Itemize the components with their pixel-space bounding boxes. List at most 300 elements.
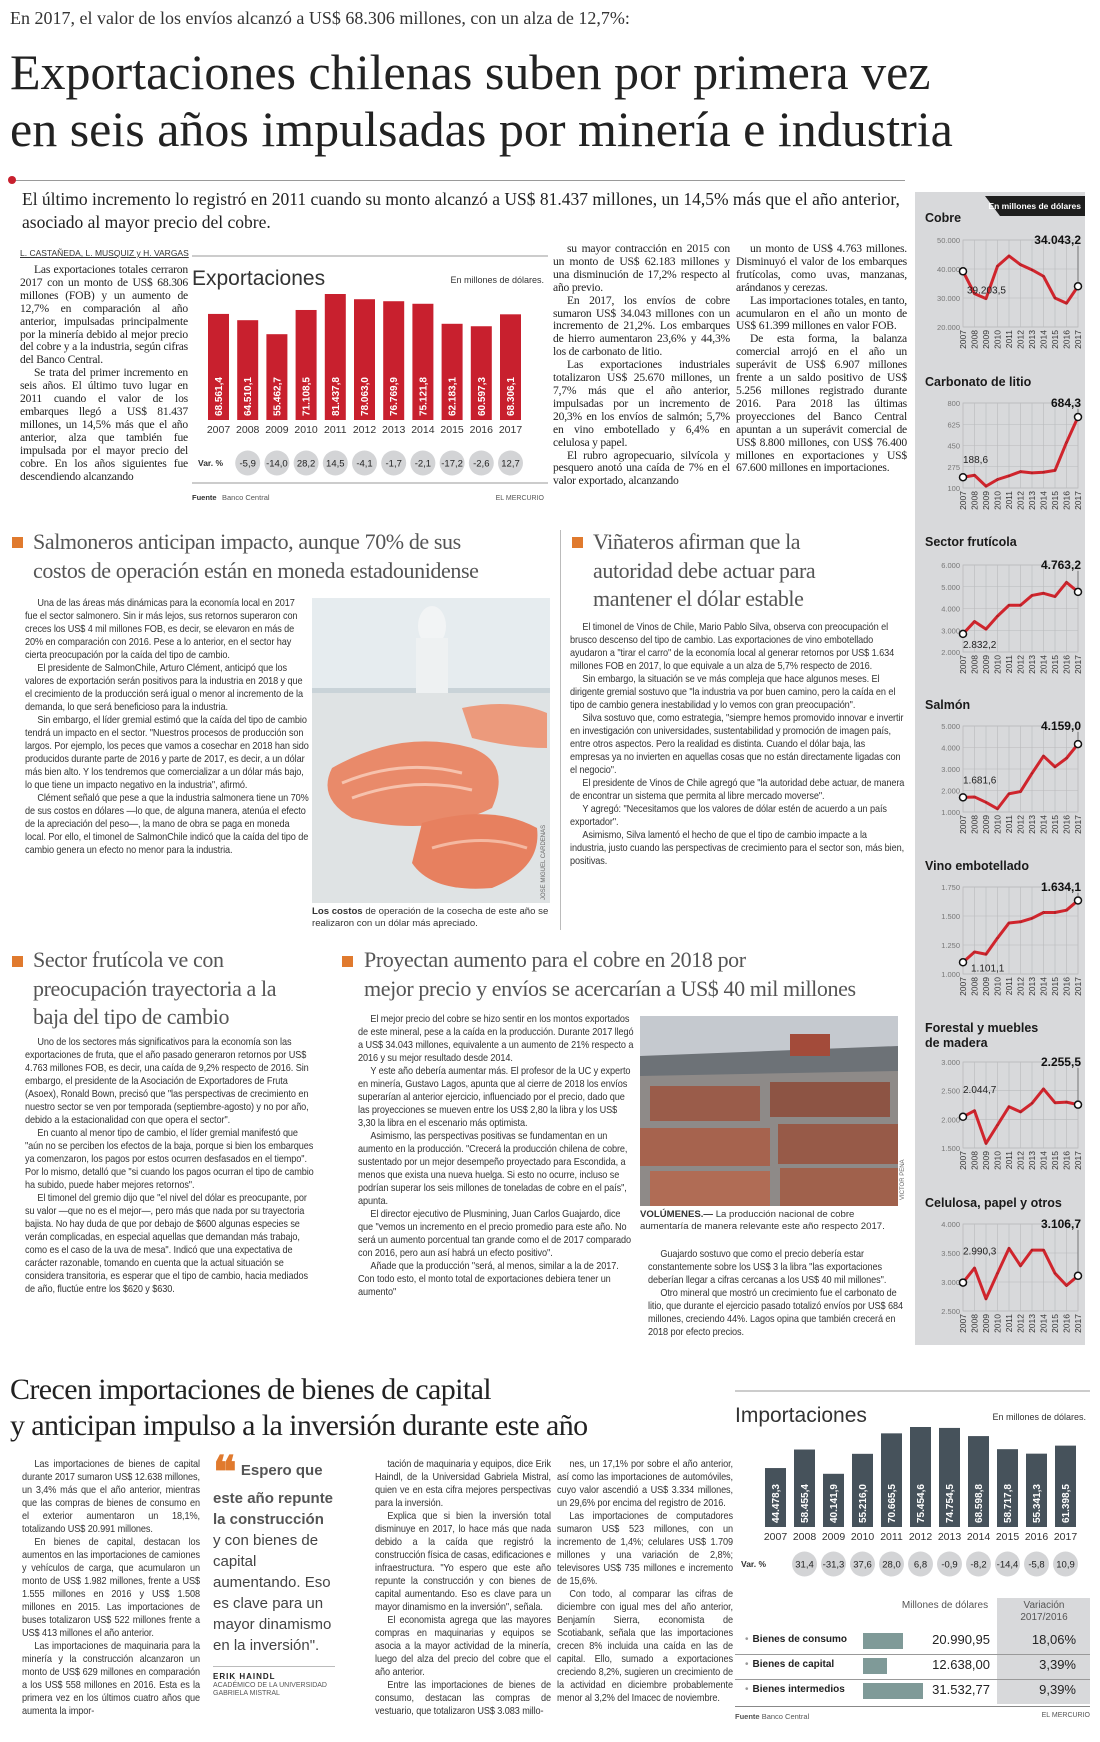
paragraph: El economista agrega que las mayores compras en maquinarias y equipos se asocia a la mayor actividad de la minería, luego del alza del precio del cobre que el año anterior.: [375, 1615, 551, 1678]
section-bullet-icon: [572, 537, 583, 548]
x-tick-label: 2007: [958, 655, 968, 674]
chart-title: Sector frutícola: [925, 535, 1017, 549]
var-value: 14,5: [326, 458, 345, 470]
copper-photo: [640, 1016, 898, 1206]
x-tick-label: 2014: [1038, 330, 1049, 349]
x-tick-label: 2008: [969, 977, 980, 996]
last-value-label: 4.763,2: [1040, 558, 1081, 572]
x-tick-label: 2009: [981, 815, 991, 834]
x-tick-label: 2017: [1073, 491, 1083, 510]
headline: [10, 44, 953, 158]
x-tick-label: 2007: [958, 330, 968, 349]
chart-title: Carbonato de litio: [925, 375, 1032, 389]
x-tick-label: 2010: [992, 491, 1003, 510]
byline: L. CASTAÑEDA, L. MUSQUIZ y H. VARGAS: [20, 248, 189, 258]
brand-credit: EL MERCURIO: [495, 495, 544, 502]
x-tick-label: 2009: [981, 1314, 991, 1333]
y-tick-label: 1.750: [941, 883, 960, 892]
data-point: [1075, 283, 1082, 290]
row-variation: 9,39%: [1039, 1682, 1076, 1697]
paragraph: Las exportaciones totales cerraron 2017 con un monto de US$ 68.306 millones (FOB) y un aumento de 12,7% en comparación al año anterior, impulsadas principalmente por la minería debido al mejor precio del cobre y a la industria, según cifras del Banco Central.: [20, 263, 188, 367]
x-tick-label: 2008: [969, 1151, 980, 1170]
title-line: Salmoneros anticipan impacto, aunque 70% de sus: [33, 529, 461, 554]
deck: El último incremento lo registró en 2011 cuando su monto alcanzó a US$ 81.437 millones, un 14,5% más que el año anterior, asociado al mayor precio del cobre.: [22, 189, 900, 232]
source-note: [735, 1712, 809, 1721]
var-value: 12,7: [501, 458, 520, 470]
x-tick-label: 2017: [1073, 330, 1083, 349]
chart-title: Importaciones: [735, 1404, 867, 1427]
paragraph: Asimismo, Silva lamentó el hecho de que el tipo de cambio impacte a la industria, justo cuando las perspectivas de crecimiento para el sector son, más bien, positivas.: [570, 830, 905, 867]
quote-role: ACADÉMICO DE LA UNIVERSIDAD GABRIELA MISTRAL: [213, 1681, 327, 1697]
x-tick-label: 2017: [1073, 1314, 1083, 1333]
x-tick-label: 2015: [1050, 1314, 1060, 1333]
photo-credit: VÍCTOR PEÑA: [900, 1159, 906, 1200]
paragraph: Las importaciones totales, en tanto, acumularon en el año un monto de US$ 61.399 millones en valor FOB.: [736, 293, 907, 333]
title-line: mantener el dólar estable: [593, 586, 804, 611]
var-value: 31,4: [795, 1559, 814, 1571]
brand-credit: EL MERCURIO: [1041, 1712, 1090, 1719]
photo-caption: [640, 1209, 902, 1233]
data-point: [960, 1279, 967, 1286]
y-tick-label: 2.000: [941, 786, 960, 796]
x-tick-label: 2010: [992, 1314, 1003, 1333]
paragraph: Se trata del primer incremento en seis años. El último tuvo lugar en 2011 cuando el valor de los embarques llegó a US$ 81.437 millones, un 14,5% más que el año anterior, alza que también fue impulsada por el mayor precio del cobre. En los años siguientes fue descendiendo alcanzando: [20, 366, 188, 483]
title-line: mejor precio y envíos se acercarían a US$ 40 mil millones: [364, 975, 856, 1001]
section-title: [33, 946, 276, 1032]
var-value: 6,8: [913, 1559, 928, 1571]
year-label: 2009: [821, 1531, 846, 1543]
x-tick-label: 2015: [1050, 977, 1060, 996]
x-tick-label: 2007: [958, 815, 968, 834]
y-tick-label: 20.000: [937, 323, 960, 332]
bar-value-label: 71.108,5: [301, 377, 313, 416]
headline-line: en seis años impulsadas por minería e industria: [10, 101, 953, 157]
x-tick-label: 2017: [1073, 815, 1083, 834]
last-value-label: 2.255,5: [1040, 1055, 1081, 1069]
chart-title: de madera: [925, 1036, 988, 1050]
row-label: • Bienes intermedios: [745, 1684, 845, 1695]
var-value: -8,2: [970, 1559, 987, 1571]
y-tick-label: 40.000: [937, 265, 960, 274]
var-value: 10,9: [1056, 1559, 1075, 1571]
source-text: Banco Central: [761, 1712, 810, 1721]
year-label: 2009: [265, 424, 289, 436]
x-tick-label: 2014: [1038, 1151, 1049, 1170]
x-tick-label: 2009: [981, 491, 991, 510]
var-value: 28,2: [296, 458, 316, 470]
x-tick-label: 2014: [1038, 1314, 1049, 1333]
bar-value-label: 76.769,9: [389, 377, 401, 416]
bar-value-label: 70.665,5: [887, 1484, 898, 1523]
salmon-fillets-image: [312, 598, 550, 903]
title-line: Sector frutícola ve con: [33, 947, 224, 972]
paragraph: un monto de US$ 4.763 millones. Disminuyó el valor de los embarques frutícolas, como uvas, manzanas, arándanos y cerezas.: [736, 242, 907, 294]
chart-title: Exportaciones: [192, 267, 326, 290]
y-tick-label: 50.000: [937, 236, 960, 245]
quote-attribution: [213, 1666, 335, 1699]
x-tick-label: 2012: [1015, 1314, 1026, 1333]
x-tick-label: 2009: [981, 330, 991, 349]
caption-lead: VOLÚMENES.—: [640, 1209, 714, 1220]
title-line: baja del tipo de cambio: [33, 1004, 230, 1029]
paragraph: Silva sostuvo que, como estrategia, "siempre hemos promovido innovar e invertir en investigación con universidades, sustentabilidad y promoción de imagen país, entre otros aspectos. Pero la realidad es distinta. Cuando el dólar baja, las empresas ya no invierten en aquellas cosas que no están directamente ligadas con el negocio".: [570, 713, 904, 776]
imports-headline: [10, 1372, 588, 1444]
bar-value-label: 44.478,3: [771, 1484, 782, 1523]
x-tick-label: 2008: [969, 1314, 980, 1333]
divider: [735, 1706, 1090, 1707]
y-tick-label: 1.000: [941, 808, 960, 817]
photo-credit: JOSÉ MIGUEL CARDENAS: [541, 824, 547, 900]
paragraph: Y agregó: "Necesitamos que los valores de dólar estén de acuerdo a un país exportador".: [570, 804, 887, 828]
x-tick-label: 2010: [992, 815, 1003, 834]
column-header: Millones de dólares: [901, 1600, 989, 1611]
paragraph: Las exportaciones industriales totalizaron US$ 25.670 millones, un 7,7% más que el año anterior, impulsadas por un incremento de 20,3% en los envíos de salmón; 5,7% en vino embotellado y 6,4% en celulosa y papel.: [553, 358, 730, 449]
paragraph: Guajardo sostuvo que como el precio debería estar constantemente sobre los US$ 3 la libra "las exportaciones deberían llegar a cifras cercanas a los US$ 40 mil millones".: [648, 1249, 887, 1286]
column-divider: [560, 530, 561, 930]
y-tick-label: 4.000: [941, 604, 960, 614]
x-tick-label: 2009: [981, 977, 991, 996]
y-tick-label: 275: [947, 462, 960, 472]
source-label: Fuente: [192, 493, 217, 502]
y-tick-label: 4.000: [941, 1220, 960, 1229]
bar-value-label: 74.754,5: [945, 1484, 956, 1523]
x-tick-label: 2010: [992, 330, 1003, 349]
data-point: [960, 959, 967, 966]
year-label: 2014: [411, 424, 435, 436]
x-tick-label: 2008: [969, 491, 980, 510]
article-column: [553, 243, 730, 488]
article-column: [736, 243, 907, 475]
y-tick-label: 2.500: [941, 1086, 960, 1096]
data-point: [960, 794, 967, 801]
headline-line: Crecen importaciones de bienes de capital: [10, 1373, 492, 1406]
x-tick-label: 2013: [1027, 655, 1037, 674]
x-tick-label: 2017: [1073, 977, 1083, 996]
bar-value-label: 55.462,7: [272, 377, 284, 416]
paragraph: En 2017, los envíos de cobre sumaron US$ 34.043 millones con un incremento de 21,2%. Los embarques de hierro aumentaron 23,6% y 44,3% los de carbonato de litio.: [553, 293, 730, 359]
paragraph: El rubro agropecuario, silvícola y pesquero anotó una caída de 7% en el valor exportado, alcanzando: [553, 448, 730, 488]
section-title: [364, 946, 856, 1003]
y-tick-label: 2.000: [941, 648, 960, 657]
paragraph: Añade que la producción "será, al menos, similar a la de 2017. Con todo esto, el monto total de exportaciones debiera tener un aumento": [358, 1261, 619, 1298]
year-label: 2007: [763, 1531, 788, 1543]
x-tick-label: 2008: [969, 655, 980, 674]
y-tick-label: 2.500: [941, 1307, 960, 1316]
x-tick-label: 2016: [1061, 491, 1072, 510]
section-title: [33, 528, 479, 585]
year-label: 2012: [352, 424, 377, 436]
x-tick-label: 2011: [1004, 491, 1014, 510]
y-tick-label: 800: [947, 399, 960, 408]
photo-caption: [312, 906, 550, 930]
y-tick-label: 1.500: [941, 1144, 960, 1153]
y-tick-label: 5.000: [941, 722, 960, 731]
paragraph: Las importaciones de bienes de capital durante 2017 sumaron US$ 12.638 millones, un 3,4% más que el año anterior, mientras que las compras de bienes de consumo en el exterior aumentaron un 18,1%, totalizando US$ 20.991 millones.: [22, 1459, 200, 1535]
x-tick-label: 2013: [1027, 815, 1037, 834]
title-line: costos de operación están en moneda estadounidense: [33, 557, 479, 583]
bar-value-label: 68.306,1: [506, 377, 517, 416]
data-point: [1075, 897, 1082, 904]
row-value: 20.990,95: [932, 1632, 990, 1647]
x-tick-label: 2008: [969, 815, 980, 834]
x-tick-label: 2015: [1050, 815, 1060, 834]
chart-title: Cobre: [925, 211, 962, 225]
paragraph: tación de maquinaria y equipos, dice Erik Haindl, de la Universidad Gabriela Mistral, quien ve en esta cifra mejores perspectivas para la inversión.: [375, 1459, 551, 1509]
bar-value-label: 64.510,1: [243, 377, 255, 416]
chart-subtitle: En millones de dólares.: [992, 1412, 1086, 1422]
bar-value-label: 75.121,8: [418, 377, 430, 416]
x-tick-label: 2007: [958, 1151, 968, 1170]
y-tick-label: 3.000: [941, 1058, 960, 1067]
caption-text: de operación de la cosecha de este año se realizaron con un dólar más apreciado.: [312, 906, 549, 929]
quote-author: ERIK HAINDL: [213, 1672, 276, 1681]
var-value: -4,1: [356, 458, 373, 470]
section-bullet-icon: [12, 537, 23, 548]
x-tick-label: 2017: [1073, 655, 1083, 674]
data-point: [960, 474, 967, 481]
x-tick-label: 2016: [1061, 815, 1072, 834]
article-column: [25, 1036, 317, 1296]
column-header: Variación 2017/2016: [1020, 1600, 1068, 1623]
imports-chart: [735, 1390, 1090, 1595]
title-line: Viñateros afirman que la: [593, 529, 801, 554]
first-value-label: 2.832,2: [963, 639, 997, 651]
x-tick-label: 2013: [1027, 1314, 1037, 1333]
bar-value-label: 62.183,1: [447, 377, 459, 416]
year-label: 2015: [440, 424, 464, 436]
x-tick-label: 2016: [1061, 655, 1072, 674]
y-tick-label: 1.500: [941, 912, 960, 921]
var-value: 28,0: [882, 1559, 901, 1571]
bar-value-label: 68.561,4: [214, 377, 225, 416]
x-tick-label: 2014: [1038, 655, 1049, 674]
x-tick-label: 2014: [1038, 491, 1049, 510]
article-column: [25, 597, 309, 857]
bar-value-label: 68.598,8: [974, 1484, 985, 1523]
exports-chart: [192, 255, 550, 507]
x-tick-label: 2016: [1061, 1151, 1072, 1170]
headline-line: Exportaciones chilenas suben por primera vez: [10, 44, 931, 100]
var-value: -17,2: [441, 458, 463, 470]
paragraph: Explica que si bien la inversión total disminuye en 2017, lo hace más que nada debido a la caída que registró la construcción física de casas, edificaciones e infraestructura. "Yo espero que este año repunte la construcción y con bienes de capital aumentando. Eso es clave para un mayor dinamismo en la inversión", señala.: [375, 1511, 551, 1613]
article-column: [570, 621, 905, 868]
data-point: [1075, 1101, 1082, 1108]
x-tick-label: 2007: [958, 1314, 968, 1333]
section-title: [593, 528, 815, 614]
x-tick-label: 2011: [1004, 330, 1014, 349]
y-tick-label: 1.250: [941, 941, 960, 950]
chart-title: Forestal y muebles: [925, 1021, 1039, 1035]
table-row: [735, 1630, 1090, 1655]
var-value: -2,6: [473, 458, 490, 470]
row-variation: 18,06%: [1031, 1632, 1076, 1647]
paragraph: nes, un 17,1% por sobre el año anterior, así como las importaciones de automóviles, cuyo valor ascendió a US$ 3.334 millones, un 29,6% por encima del registro de 2016.: [557, 1459, 733, 1509]
row-variation: 3,39%: [1039, 1657, 1076, 1672]
row-bar: [863, 1658, 887, 1674]
quote-text: y con bienes de capital aumentando. Eso es clave para un mayor dinamismo en la inversión".: [213, 1532, 332, 1654]
year-label: 2015: [995, 1531, 1020, 1543]
paragraph: Una de las áreas más dinámicas para la economía local en 2017 fue el sector salmonero. Sin ir más lejos, sus retornos superaron con creces los US$ 4 mil millones FOB, es decir, se elevaron en más de 20% en comparación con 2016. Pese a lo anterior, en el sector hay cierta preocupación por la caída del tipo de cambio.: [25, 598, 298, 661]
quote-bold: Espero que este año repunte la construcción: [213, 1462, 334, 1528]
paragraph: El presidente de Vinos de Chile agregó que "la autoridad debe actuar, de manera de encontrar un sistema que permita al libre mercado moverse".: [570, 778, 905, 802]
paragraph: Con todo, al comparar las cifras de diciembre con igual mes del año anterior, Benjamín Sierra, economista de Scotiabank, señala que las importaciones crecen 8% incluida una caída en las de capital. Ello, sumado a exportaciones creciendo 8,2%, sugieren un crecimiento de la actividad en diciembre probablemente menor al 3,2% del Imacec de noviembre.: [557, 1589, 733, 1704]
x-tick-label: 2009: [981, 1151, 991, 1170]
x-tick-label: 2010: [992, 1151, 1003, 1170]
row-label: • Bienes de capital: [745, 1659, 834, 1670]
section-bullet-icon: [342, 956, 353, 967]
y-tick-label: 625: [947, 420, 960, 430]
var-value: 37,6: [853, 1559, 872, 1571]
year-label: 2007: [206, 424, 231, 436]
paragraph: El mejor precio del cobre se hizo sentir en los montos exportados de este mineral, pese a la caída en la producción. Durante 2017 llegó a US$ 34.043 millones, equivalente a un aumento de 21% respecto a 2016 y su mejor resultado desde 2014.: [358, 1014, 634, 1064]
var-value: -1,7: [385, 458, 402, 470]
y-tick-label: 3.500: [941, 1249, 960, 1258]
last-value-label: 1.634,1: [1040, 880, 1081, 894]
paragraph: Y este año debería aumentar más. El profesor de la UC y experto en minería, Gustavo Lagos, apunta que al cierre de 2018 los envíos superarían al anterior ejercicio, influenciado por el precio, dado que las proyecciones se mueven entre los US$ 2,80 la libra y los US$ 3,30 la libra en el escenario más optimista.: [358, 1066, 631, 1129]
var-value: -14,4: [996, 1559, 1019, 1571]
var-value: -0,9: [941, 1559, 958, 1571]
article-column: [375, 1458, 551, 1718]
year-label: 2012: [908, 1531, 933, 1543]
paragraph: Otro mineral que mostró un crecimiento fue el carbonato de litio, que durante el ejercicio pasado totalizó envíos por US$ 684 millones, creciendo 44%. Lagos opina que también crecerá en 2018 por efecto precios.: [648, 1288, 903, 1338]
row-bar: [863, 1633, 903, 1649]
paragraph: Sin embargo, la situación se ve más compleja que hace algunos meses. El dirigente gremial sostuvo que "la industria va por buen camino, pero la caída en el tipo de cambio genera inestabilidad y lo vemos con gran preocupación".: [570, 674, 896, 711]
bar-value-label: 40.141,9: [829, 1484, 840, 1523]
x-tick-label: 2007: [958, 977, 968, 996]
y-tick-label: 450: [947, 441, 960, 451]
first-value-label: 188,6: [963, 455, 989, 467]
x-tick-label: 2008: [969, 330, 980, 349]
year-label: 2010: [294, 424, 318, 436]
bar-value-label: 58.455,4: [800, 1484, 811, 1523]
data-point: [1075, 1272, 1082, 1279]
first-value-label: 1.101,1: [971, 963, 1005, 975]
year-label: 2013: [382, 424, 406, 436]
year-label: 2016: [1024, 1531, 1049, 1543]
pull-quote-block: [213, 1447, 335, 1699]
chart-title: Vino embotellado: [925, 859, 1029, 873]
y-tick-label: 1.000: [941, 970, 960, 979]
paragraph: El presidente de SalmonChile, Arturo Clément, anticipó que los valores de exportación serán positivos para la industria en 2018 y que el crecimiento de la producción será igual o menor al incremento de la demanda, lo que será beneficioso para la industria.: [25, 663, 303, 713]
year-label: 2016: [469, 424, 493, 436]
x-tick-label: 2012: [1015, 491, 1026, 510]
first-value-label: 2.990,3: [963, 1246, 997, 1258]
chart-title: Celulosa, papel y otros: [925, 1196, 1062, 1210]
x-tick-label: 2015: [1050, 491, 1060, 510]
last-value-label: 3.106,7: [1040, 1217, 1081, 1231]
year-label: 2013: [937, 1531, 962, 1543]
bar-value-label: 60.597,3: [476, 377, 488, 416]
paragraph: En bienes de capital, destacan los aumentos en las importaciones de camiones y vehículos de carga, que acumularon un monto de US$ 1.982 millones, frente a US$ 1.555 millones en 2016 y US$ 1.508 millones en 2015. Las importaciones de buses totalizaron US$ 522 millones frente a US$ 413 millones el año anterior.: [22, 1537, 200, 1639]
last-value-label: 4.159,0: [1040, 719, 1081, 733]
x-tick-label: 2016: [1061, 330, 1072, 349]
copper-cathodes-image: [640, 1016, 898, 1206]
y-tick-label: 3.000: [941, 765, 960, 774]
paragraph: Clément señaló que pese a que la industria salmonera tiene un 70% de sus costos en dólares —lo que, de alguna manera, atenúa el efecto de la apreciación del peso—, la mano de obra se paga en moneda local. Por ello, el timonel de SalmonChile indicó que la caída del tipo de cambio genera un efecto no menor para la industria.: [25, 793, 309, 856]
bar-value-label: 58.717,8: [1003, 1484, 1014, 1523]
x-tick-label: 2013: [1027, 330, 1037, 349]
data-point: [960, 630, 967, 637]
source-text: Banco Central: [222, 493, 270, 502]
var-value: -5,8: [1028, 1559, 1045, 1571]
x-tick-label: 2012: [1015, 330, 1026, 349]
imports-breakdown-table: [735, 1598, 1090, 1738]
caption-lead: Los costos: [312, 906, 363, 917]
paragraph: El timonel del gremio dijo que "el nivel del dólar es preocupante, por su valor —que no es el mejor—, pero más que nada por su trayectoria bajista. No hay duda de que por debajo de $600 algunas especies se verán complicadas, en especial aquellas que demandan más trabajo, como es el caso de la uva de mesa". Indicó que una expectativa de carácter razonable, tomando en cuenta que la actual situación se considera transitoria, es esperar que el tipo de cambio, hacia mediados de año, fluctúe entre los $620 y $630.: [25, 1193, 308, 1295]
year-label: 2010: [850, 1531, 875, 1543]
x-tick-label: 2015: [1050, 655, 1060, 674]
x-tick-label: 2012: [1015, 977, 1026, 996]
x-tick-label: 2007: [958, 491, 968, 510]
year-label: 2017: [1053, 1531, 1078, 1543]
title-line: Proyectan aumento para el cobre en 2018 por: [364, 947, 746, 972]
y-tick-label: 6.000: [941, 561, 960, 570]
row-bar: [863, 1683, 923, 1699]
last-value-label: 34.043,2: [1034, 233, 1081, 247]
caption-text: La producción nacional de cobre aumentaría de manera relevante este año respecto 2017.: [640, 1209, 885, 1232]
year-label: 2008: [792, 1531, 817, 1543]
data-point: [960, 268, 967, 275]
paragraph: De esta forma, la balanza comercial arrojó en el año un superávit de US$ 6.907 millones frente a un saldo positivo de US$ 5.256 millones registrado durante 2016. Para 2018 las últimas proyecciones del Banco Central apuntan a un superávit comercial de US$ 8.800 millones, con US$ 76.400 millones en exportaciones y US$ 67.600 millones en importaciones.: [736, 332, 907, 475]
bar-value-label: 78.063,0: [360, 377, 371, 416]
data-point: [960, 1113, 967, 1120]
x-tick-label: 2016: [1061, 977, 1072, 996]
x-tick-label: 2013: [1027, 491, 1037, 510]
article-column: [20, 264, 188, 483]
paragraph: Uno de los sectores más significativos para la economía son las exportaciones de fruta, que el año pasado generaron retornos por US$ 4.763 millones FOB, es decir, una caída de 9,2% respecto de 2016. Sin embargo, el presidente de la Asociación de Exportadores de Fruta (Asoex), Ronald Bown, precisó que "las perspectivas de crecimiento en nuestro sector se ven por temporada (septiembre-agosto) y no por año, debido a la estacionalidad con que opera el sector".: [25, 1037, 309, 1126]
x-tick-label: 2012: [1015, 655, 1026, 674]
x-tick-label: 2014: [1038, 977, 1049, 996]
var-value: -5,9: [239, 458, 256, 470]
title-line: autoridad debe actuar para: [593, 557, 816, 583]
source-label: Fuente: [735, 1712, 760, 1721]
article-column: [557, 1458, 733, 1705]
paragraph: Sin embargo, el líder gremial estimó que la caída del tipo de cambio tendrá un impacto en el sector. "Nuestros procesos de producción son largos. Por ejemplo, los peces que vamos a cosechar en 2018 han sido producidos durante parte de 2016 y parte de 2017, es decir, a un dólar más bien alto. Y los tendremos que comercializar a un dólar más bajo, lo que tiene un impacto negativo en la industria", afirmó.: [25, 715, 309, 791]
first-value-label: 39.203,5: [967, 285, 1006, 297]
y-tick-label: 5.000: [941, 582, 960, 592]
x-tick-label: 2013: [1027, 1151, 1037, 1170]
sector-line-charts: [915, 192, 1085, 1345]
chart-subtitle: En millones de dólares.: [450, 275, 544, 285]
article-column: [22, 1458, 200, 1718]
year-label: 2011: [324, 424, 347, 436]
table-row: [735, 1655, 1090, 1680]
bullet-dot-icon: [8, 176, 16, 184]
kicker: En 2017, el valor de los envíos alcanzó a US$ 68.306 millones, con un alza de 12,7%:: [10, 8, 630, 28]
year-label: 2017: [498, 424, 523, 436]
paragraph: Las importaciones de maquinaria para la minería y la construcción alcanzaron un monto de US$ 629 millones en comparación a los US$ 558 millones en 2016. Esta es la primera vez en los últimos cuatro años que aumenta la impor-: [22, 1641, 200, 1717]
var-label: Var. %: [741, 1559, 767, 1569]
var-value: -14,0: [266, 458, 288, 470]
bar-value-label: 55.216,0: [858, 1484, 869, 1523]
data-point: [1075, 588, 1082, 595]
bar-value-label: 61.398,5: [1061, 1484, 1072, 1523]
paragraph: su mayor contracción en 2015 con un monto de US$ 62.183 millones y una disminución de 17,2% respecto al año previo.: [553, 242, 730, 294]
year-label: 2014: [966, 1531, 991, 1543]
row-label: • Bienes de consumo: [745, 1634, 847, 1645]
var-label: Var. %: [198, 458, 224, 468]
x-tick-label: 2012: [1015, 1151, 1026, 1170]
article-column: [358, 1013, 634, 1299]
headline-line: y anticipan impulso a la inversión durante este año: [10, 1409, 588, 1442]
var-value: -2,1: [414, 458, 432, 470]
x-tick-label: 2011: [1004, 1151, 1014, 1170]
paragraph: El director ejecutivo de Plusmining, Juan Carlos Guajardo, dice que "vemos un incremento en el precio promedio para este año. No será un aumento porcentual tan grande como el de 2017 comparado con 2016, pero aun así habrá un efecto positivo".: [358, 1209, 632, 1259]
x-tick-label: 2011: [1004, 815, 1014, 834]
x-tick-label: 2013: [1027, 977, 1037, 996]
article-column: [648, 1248, 906, 1339]
paragraph: En cuanto al menor tipo de cambio, el líder gremial manifestó que "aún no se perciben los efectos de la baja, porque si bien los embarques ya comenzaron, los pagos por estos ocurren desfasados en el tiempo". Por lo mismo, detalló que "si cuando los pagos ocurran el tipo de cambio ha subido, puede haber mejores retornos".: [25, 1128, 314, 1191]
